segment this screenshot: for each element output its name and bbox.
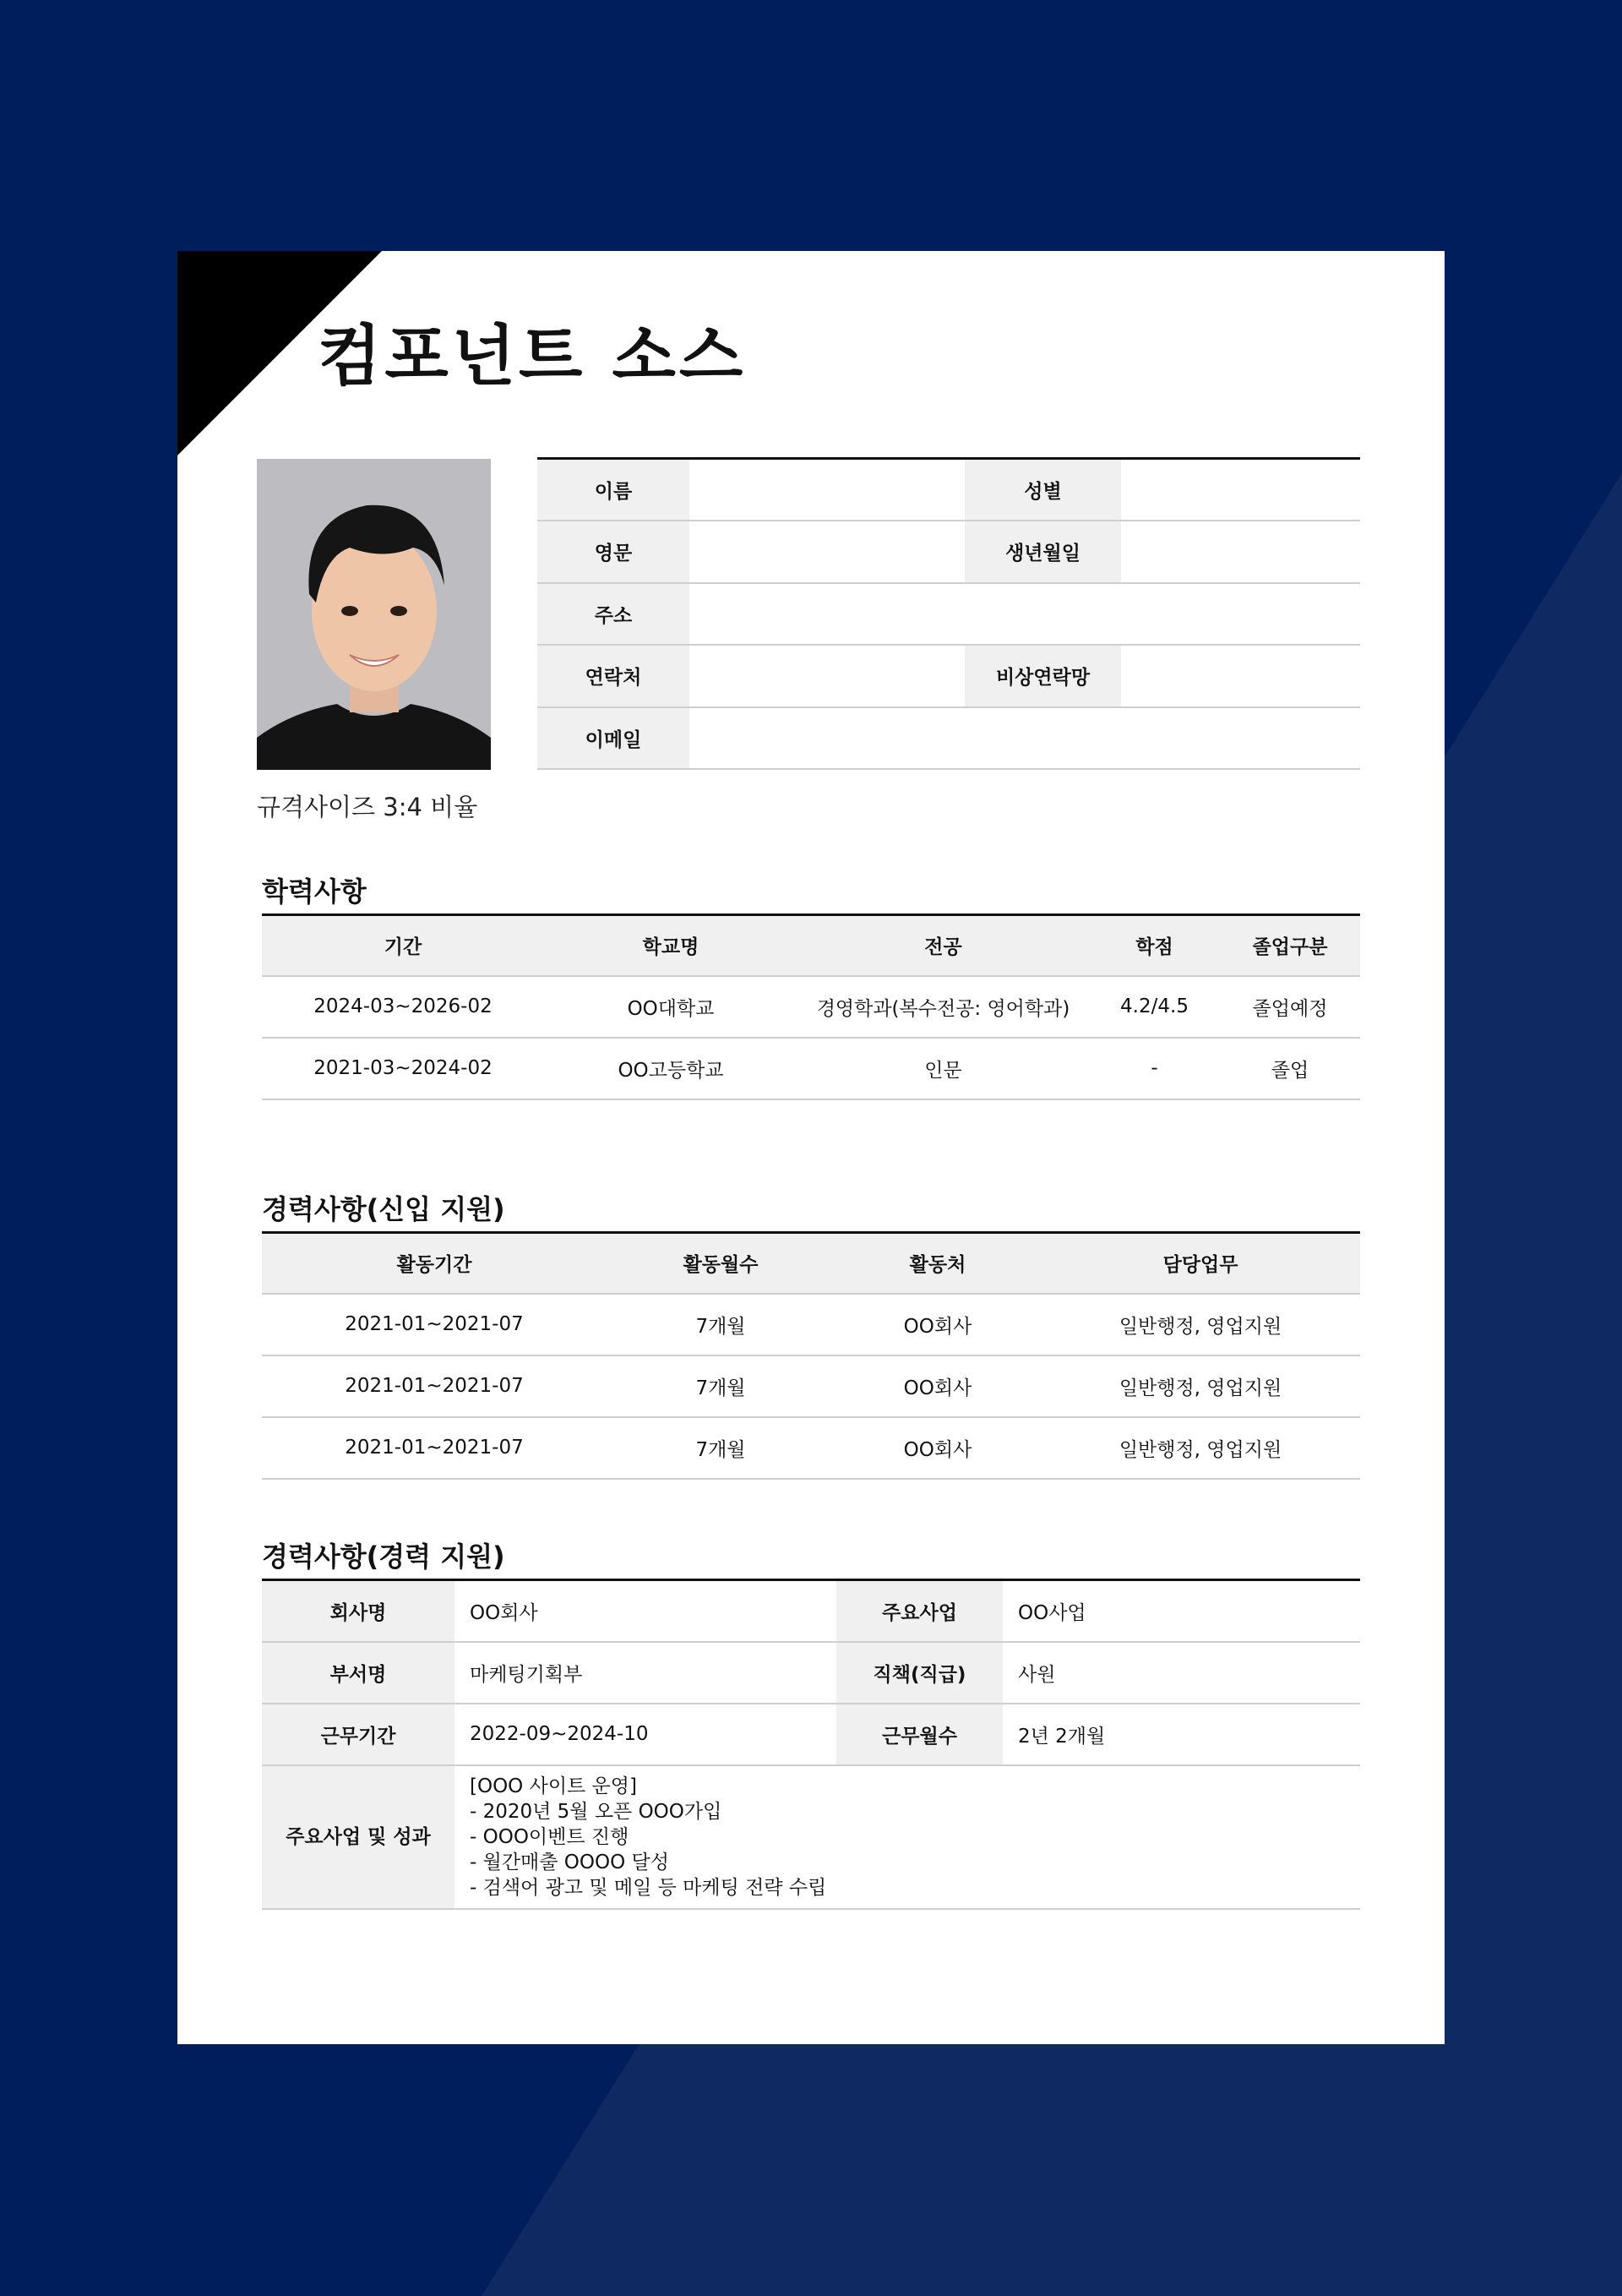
column-header: 활동처	[835, 1233, 1041, 1294]
main-business-label: 주요사업	[836, 1580, 1003, 1642]
table-cell: OO회사	[835, 1417, 1041, 1479]
career-section-title: 경력사항(경력 지원)	[262, 1541, 505, 1573]
page-title: 컴포넌트 소스	[318, 319, 747, 395]
column-header: 활동월수	[607, 1233, 835, 1294]
table-cell: OO회사	[835, 1355, 1041, 1417]
english-name-value	[689, 521, 965, 583]
table-row	[262, 1642, 1360, 1704]
table-cell: 2021-01~2021-07	[262, 1355, 607, 1417]
column-header: 활동기간	[262, 1233, 607, 1294]
column-header: 학교명	[544, 915, 797, 976]
table-row	[262, 1294, 1360, 1355]
profile-photo	[257, 459, 491, 770]
table-row	[537, 707, 1360, 770]
column-header: 기간	[262, 915, 544, 976]
achievement-item: [OOO 사이트 운영]	[470, 1775, 637, 1797]
column-header: 담당업무	[1041, 1233, 1360, 1294]
emergency-contact-label: 비상연락망	[965, 645, 1121, 707]
table-cell: 7개월	[607, 1355, 835, 1417]
table-cell: 일반행정, 영업지원	[1041, 1417, 1360, 1479]
achievements-label: 주요사업 및 성과	[262, 1765, 454, 1909]
column-header: 졸업구분	[1220, 915, 1360, 976]
table-cell: 4.2/4.5	[1089, 976, 1220, 1038]
birthdate-label: 생년월일	[965, 521, 1121, 583]
birthdate-value	[1121, 521, 1360, 583]
work-period-value: 2022-09~2024-10	[454, 1704, 836, 1765]
portrait-photo-icon	[257, 459, 491, 770]
table-row	[262, 1580, 1360, 1642]
email-label: 이메일	[537, 707, 689, 770]
column-header: 학점	[1089, 915, 1220, 976]
table-cell: OO대학교	[544, 976, 797, 1038]
newcomer-section-title: 경력사항(신입 지원)	[262, 1193, 505, 1225]
newcomer-activity-table	[262, 1231, 1360, 1480]
table-row	[262, 1417, 1360, 1479]
career-detail-table	[262, 1579, 1360, 1910]
personal-info-table	[537, 457, 1360, 770]
table-cell: 2021-01~2021-07	[262, 1417, 607, 1479]
work-months-value: 2년 2개월	[1003, 1704, 1360, 1765]
company-value: OO회사	[454, 1580, 836, 1642]
table-cell: 졸업	[1220, 1038, 1360, 1099]
work-period-label: 근무기간	[262, 1704, 454, 1765]
table-header-row	[262, 915, 1360, 976]
main-business-value: OO사업	[1003, 1580, 1360, 1642]
table-cell: 일반행정, 영업지원	[1041, 1294, 1360, 1355]
table-cell: 졸업예정	[1220, 976, 1360, 1038]
achievement-item: - 검색어 광고 및 메일 등 마케팅 전략 수립	[470, 1876, 827, 1899]
photo-caption: 규격사이즈 3:4 비율	[257, 793, 478, 821]
company-label: 회사명	[262, 1580, 454, 1642]
education-section-title: 학력사항	[262, 875, 367, 908]
department-label: 부서명	[262, 1642, 454, 1704]
name-label: 이름	[537, 459, 689, 521]
address-label: 주소	[537, 583, 689, 646]
contact-label: 연락처	[537, 645, 689, 707]
table-row	[262, 1038, 1360, 1099]
position-label: 직책(직급)	[836, 1642, 1003, 1704]
english-name-label: 영문	[537, 521, 689, 583]
contact-value	[689, 645, 965, 707]
address-value	[689, 583, 1360, 646]
table-row	[537, 521, 1360, 583]
table-cell: 2024-03~2026-02	[262, 976, 544, 1038]
table-cell: 인문	[797, 1038, 1089, 1099]
table-row	[262, 1355, 1360, 1417]
table-header-row	[262, 1233, 1360, 1294]
resume-sheet	[177, 251, 1445, 2044]
gender-value	[1121, 459, 1360, 521]
table-cell: 일반행정, 영업지원	[1041, 1355, 1360, 1417]
table-row	[537, 459, 1360, 521]
table-cell: 7개월	[607, 1294, 835, 1355]
achievement-item: - 2020년 5월 오픈 OOO가입	[470, 1800, 722, 1823]
education-table	[262, 913, 1360, 1100]
table-row	[262, 1704, 1360, 1765]
table-row	[262, 1765, 1360, 1909]
gender-label: 성별	[965, 459, 1121, 521]
table-cell: 2021-01~2021-07	[262, 1294, 607, 1355]
department-value: 마케팅기획부	[454, 1642, 836, 1704]
email-value	[689, 707, 1360, 770]
table-row	[537, 645, 1360, 707]
table-row	[262, 976, 1360, 1038]
table-cell: 경영학과(복수전공: 영어학과)	[797, 976, 1089, 1038]
achievements-list	[454, 1765, 1360, 1909]
table-cell: 7개월	[607, 1417, 835, 1479]
achievement-item: - 월간매출 OOOO 달성	[470, 1851, 669, 1873]
table-cell: -	[1089, 1038, 1220, 1099]
column-header: 전공	[797, 915, 1089, 976]
position-value: 사원	[1003, 1642, 1360, 1704]
table-cell: 2021-03~2024-02	[262, 1038, 544, 1099]
work-months-label: 근무월수	[836, 1704, 1003, 1765]
table-row	[537, 583, 1360, 646]
emergency-contact-value	[1121, 645, 1360, 707]
name-value	[689, 459, 965, 521]
table-cell: OO회사	[835, 1294, 1041, 1355]
table-cell: OO고등학교	[544, 1038, 797, 1099]
achievement-item: - OOO이벤트 진행	[470, 1825, 629, 1848]
